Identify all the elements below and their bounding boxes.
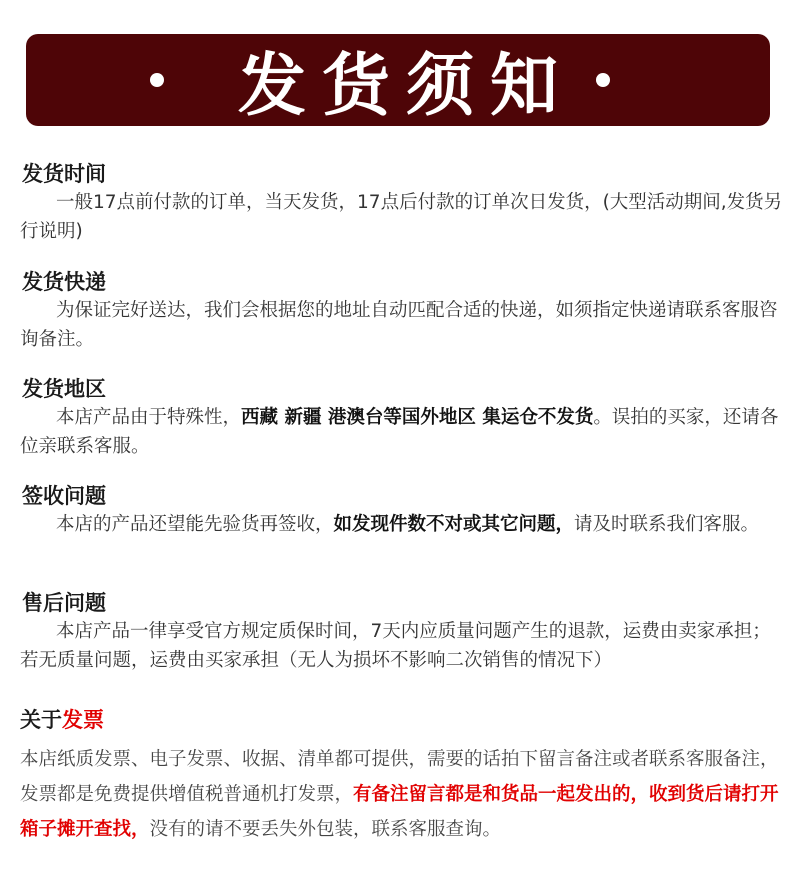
section-shipping-time <box>20 160 785 246</box>
invoice-text: 本店纸质发票、电子发票、收据、清单都可提供，需要的话拍下留言备注或者联系客服备注，发票都是免费提供增值税普通机打发票，有备注留言都是和货品一起发出的，收到货后请打开箱子摊开查找，没有的请不要丢失外包装，联系客服查询。 <box>20 749 779 840</box>
page-title: 发货须知 <box>237 46 574 126</box>
section-heading: 发货时间 <box>22 162 106 186</box>
bullet-dot-icon <box>596 73 610 87</box>
section-text: 一般17点前付款的订单，当天发货，17点后付款的订单次日发货，(大型活动期间,发货另行说明) <box>20 192 783 242</box>
invoice-heading: 关于发票 <box>20 708 104 732</box>
section-heading: 发货地区 <box>22 377 106 401</box>
restricted-regions: 西藏 新疆 港澳台等国外地区 集运仓不发货 <box>241 407 594 428</box>
section-text: 本店产品一律享受官方规定质保时间，7天内应质量问题产生的退款，运费由卖家承担；若无质量问题，运费由买家承担（无人为损坏不影响二次销售的情况下） <box>20 621 771 671</box>
title-banner <box>26 34 770 126</box>
section-courier <box>20 268 785 354</box>
section-heading: 签收问题 <box>22 484 106 508</box>
invoice-red-notice: 有备注留言都是和货品一起发出的，收到货后请打开箱子摊开查找， <box>20 784 779 840</box>
section-text: 本店的产品还望能先验货再签收，如发现件数不对或其它问题，请及时联系我们客服。 <box>56 514 760 535</box>
section-receipt <box>20 482 785 539</box>
receipt-warning: 如发现件数不对或其它问题， <box>333 514 575 535</box>
section-region <box>20 375 785 461</box>
section-text: 本店产品由于特殊性，西藏 新疆 港澳台等国外地区 集运仓不发货。误拍的买家，还请各位亲联系客服。 <box>20 407 779 457</box>
section-invoice <box>20 706 785 847</box>
section-heading: 发货快递 <box>22 270 106 294</box>
section-after-sales <box>20 589 785 675</box>
section-heading: 售后问题 <box>22 591 106 615</box>
bullet-dot-icon <box>150 73 164 87</box>
section-text: 为保证完好送达，我们会根据您的地址自动匹配合适的快递，如须指定快递请联系客服咨询备注。 <box>20 300 778 350</box>
